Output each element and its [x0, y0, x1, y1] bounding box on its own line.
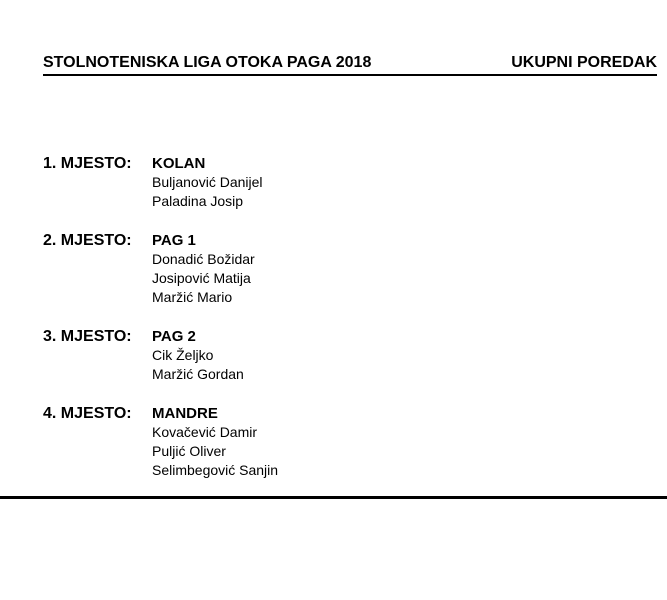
- player-name: Buljanović Danijel: [152, 174, 263, 190]
- player-name: Paladina Josip: [152, 193, 244, 209]
- player-name: Donadić Božidar: [152, 251, 255, 267]
- place-label: 3. MJESTO:: [43, 328, 132, 345]
- team-name: KOLAN: [152, 155, 206, 172]
- player-name: Puljić Oliver: [152, 443, 226, 459]
- player-name: Kovačević Damir: [152, 424, 258, 440]
- team-name: PAG 2: [152, 328, 196, 345]
- team-name: MANDRE: [152, 405, 218, 422]
- league-title: STOLNOTENISKA LIGA OTOKA PAGA 2018: [43, 54, 372, 71]
- standings-list: [43, 154, 643, 500]
- place-label: 4. MJESTO:: [43, 405, 132, 422]
- place-3: [43, 327, 643, 384]
- player-name: Maržić Mario: [152, 289, 233, 305]
- standings-label: UKUPNI POREDAK: [511, 54, 657, 71]
- player-name: Josipović Matija: [152, 270, 251, 286]
- place-label: 2. MJESTO:: [43, 232, 132, 249]
- document-header: [43, 54, 657, 76]
- bottom-divider: [0, 496, 667, 499]
- player-name: Selimbegović Sanjin: [152, 462, 279, 478]
- team-name: PAG 1: [152, 232, 196, 249]
- place-4: [43, 404, 643, 480]
- player-name: Cik Željko: [152, 347, 214, 363]
- place-label: 1. MJESTO:: [43, 155, 132, 172]
- place-2: [43, 231, 643, 307]
- place-1: [43, 154, 643, 211]
- player-name: Maržić Gordan: [152, 366, 244, 382]
